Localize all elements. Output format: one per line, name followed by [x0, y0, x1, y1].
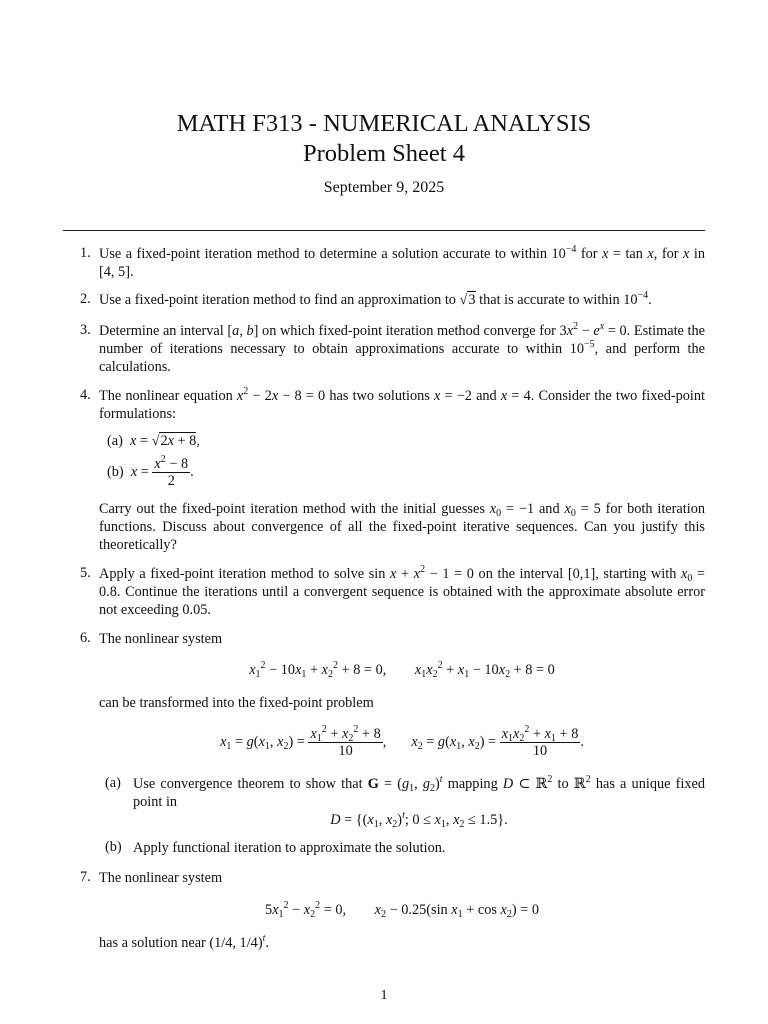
problem-number: 6. — [80, 630, 91, 646]
problem-1-text: Use a fixed-point iteration method to determine a solution accurate to within $10^{-4}$ for x = tan x, for x in [4, 5]. — [99, 244, 705, 280]
problem-4-followup: Carry out the fixed-point iteration method with the initial guesses $x_0 = -1$ and $x_0 = 5$ for both iteration functions. Discuss about convergence of all the fixed-point iterative sequences. Can you justify this theoretically? — [99, 501, 706, 553]
problem-7-intro: The nonlinear system — [99, 870, 223, 886]
problem-3-text: Determine an interval [a, b] on which fixed-point iteration method converge for $3x^2 - e^x = 0$. Estimate the number of iterations necessary to obtain approximations accurate to within $10^{-5}$, and perform the calculations. — [99, 321, 705, 375]
problem-5-text: Apply a fixed-point iteration method to solve $\sin x + x^2 - 1 = 0$ on the interval [0,1], starting with $x_0 = 0.8$. Continue the iterations until a convergent sequence is obtained with the approximate absolute error not exceeding 0.05. — [99, 564, 705, 618]
course-title: MATH F313 - NUMERICAL ANALYSIS — [176, 110, 592, 137]
problem-6-domain: $D = \{(x_1$, $x_2)^t$; $0 \le x_1$, $x_2 \le 1.5$}. — [330, 810, 508, 830]
problem-number: 7. — [80, 869, 91, 885]
problem-2-text: Use a fixed-point iteration method to find an approximation to √3 that is accurate to within $10^{-4}$. — [99, 290, 652, 308]
page-number: 1 — [380, 988, 388, 1003]
sheet-title: Problem Sheet 4 — [303, 140, 465, 167]
problem-4-part-a: (a) x = √2x + 8, — [107, 433, 200, 449]
problem-number: 4. — [80, 387, 91, 403]
header-rule — [63, 230, 705, 231]
sheet-date: September 9, 2025 — [323, 179, 445, 196]
problem-4-part-b: (b) x = $\frac{x^2 - 8}{2}$ . — [107, 454, 194, 489]
problem-6-part-b-label: (b) — [105, 839, 122, 855]
problem-7-system: $5x_1^2 - x_2^2 = 0$, $x_2 - 0.25(\sin$ $x_1 + \cos x_2) = 0$ — [265, 900, 539, 920]
problem-7-followup: has a solution near (1/4, 1/4)$^t$. — [99, 933, 269, 951]
problem-number: 2. — [80, 291, 91, 307]
problem-6-middle: can be transformed into the fixed-point problem — [99, 695, 374, 711]
problem-number: 1. — [80, 245, 91, 261]
problem-number: 5. — [80, 565, 91, 581]
problem-number: 3. — [80, 322, 91, 338]
problem-6-part-a: Use convergence theorem to show that $G = (g_1$, $g_2)^t$ mapping D ⊂ ℝ$^2$ to ℝ$^2$ has a unique fixed point in — [133, 774, 705, 810]
problem-6-part-b: Apply functional iteration to approximate the solution. — [133, 840, 446, 856]
problem-6-intro: The nonlinear system — [99, 631, 223, 647]
problem-4-text: The nonlinear equation $x^2 - 2x - 8 = 0$ has two solutions x = −2 and x = 4. Consider the two fixed-point formulations: — [99, 386, 706, 422]
problem-6-fixed-point: $x_1 = g(x_1$, $x_2$) = $\frac{x_1^2 + x_2^2 + 8}{10}$ , $x_2 = g(x_1$, $x_2$) = $\frac{x_1x_2^2 + x_1 + 8}{10}$ . — [220, 724, 584, 759]
problem-6-part-a-label: (a) — [105, 775, 121, 791]
problem-6-system: $x_1^2 - 10x_1 + x_2^2 + 8 = 0$, $x_1x_2^2 + x_1 - 10x_2 + 8 = 0$ — [249, 660, 555, 680]
